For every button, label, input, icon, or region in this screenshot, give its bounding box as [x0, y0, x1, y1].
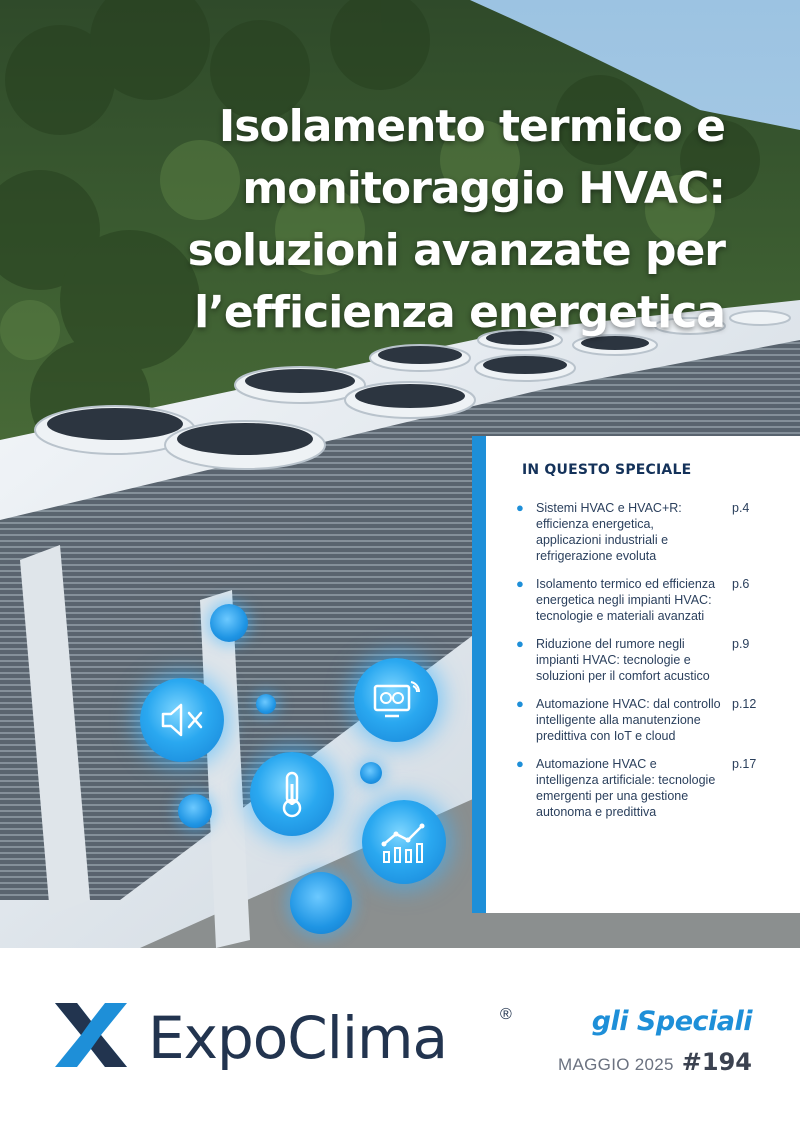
bullet-icon: ●: [516, 756, 524, 771]
thermometer-icon: [250, 752, 334, 836]
decorative-dot: [256, 694, 276, 714]
issue-date: MAGGIO 2025: [558, 1055, 674, 1074]
registered-mark: ®: [500, 1006, 512, 1023]
issue-number: #194: [681, 1048, 752, 1076]
growth-chart-icon: [362, 800, 446, 884]
toc-item-title: Automazione HVAC e intelligenza artificiale: tecnologie emergenti per una gestione autonoma e predittiva: [536, 757, 716, 819]
cover-title: [165, 96, 725, 344]
bullet-icon: ●: [516, 696, 524, 711]
toc-item-page: p.17: [732, 757, 757, 771]
toc-item[interactable]: [512, 636, 780, 684]
special-heading: IN QUESTO SPECIALE: [522, 462, 692, 478]
cover-footer: [0, 948, 800, 1132]
toc-item-page: p.6: [732, 577, 750, 591]
cover-title-line: monitoraggio HVAC:: [242, 163, 725, 214]
special-contents-panel: [472, 436, 800, 913]
toc-item-title: Automazione HVAC: dal controllo intelligente alla manutenzione predittiva con IoT e cloud: [536, 697, 721, 743]
monitor-wifi-icon: [354, 658, 438, 742]
toc-item-page: p.12: [732, 697, 757, 711]
series-name: gli Speciali: [591, 1006, 752, 1037]
toc-item-page: p.4: [732, 501, 750, 515]
bullet-icon: ●: [516, 636, 524, 651]
cover-title-line: soluzioni avanzate per: [187, 225, 725, 276]
decorative-dot: [360, 762, 382, 784]
brand-name: ExpoClima: [148, 1004, 448, 1072]
decorative-dot: [210, 604, 248, 642]
toc-item-title: Isolamento termico ed efficienza energetica negli impianti HVAC: tecnologie e materiali avanzati: [536, 577, 716, 623]
decorative-dot: [290, 872, 352, 934]
toc-item[interactable]: [512, 500, 780, 564]
cover-title-line: l’efficienza energetica: [194, 287, 725, 338]
toc-item[interactable]: [512, 756, 780, 820]
toc-item-title: Riduzione del rumore negli impianti HVAC: tecnologie e soluzioni per il comfort acustico: [536, 637, 710, 683]
toc-item-title: Sistemi HVAC e HVAC+R: efficienza energetica, applicazioni industriali e refrigerazione evoluta: [536, 501, 682, 563]
bullet-icon: ●: [516, 500, 524, 515]
toc-item[interactable]: [512, 696, 780, 744]
decorative-dot: [178, 794, 212, 828]
issue-line: [558, 1048, 752, 1076]
bullet-icon: ●: [516, 576, 524, 591]
toc-item[interactable]: [512, 576, 780, 624]
toc-item-page: p.9: [732, 637, 750, 651]
expoclima-logo-icon: [55, 1003, 127, 1067]
cover-title-line: Isolamento termico e: [218, 101, 725, 152]
speaker-mute-icon: [140, 678, 224, 762]
